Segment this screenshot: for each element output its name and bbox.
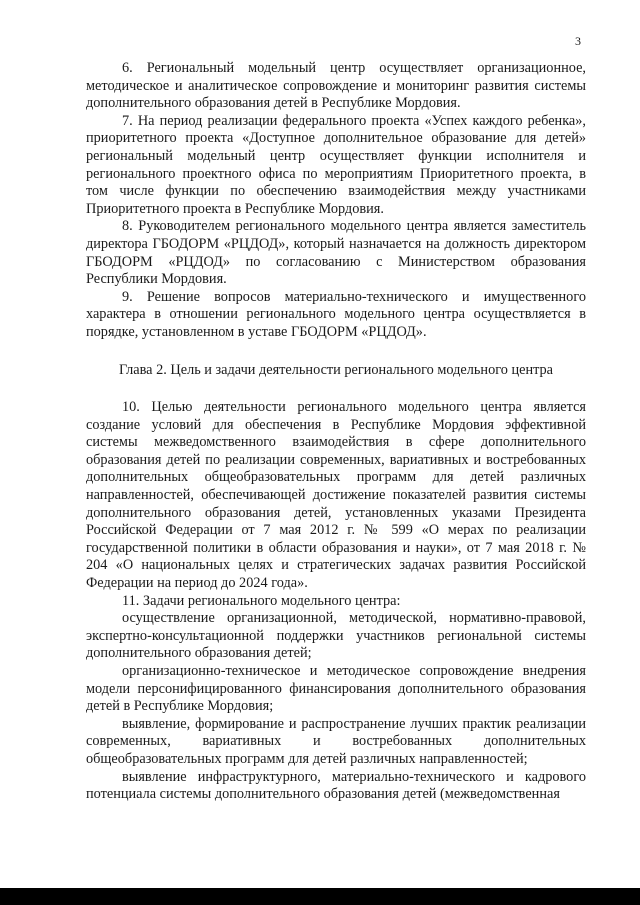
chapter-heading: Глава 2. Цель и задачи деятельности регионального модельного центра [118, 361, 554, 378]
paragraph-7: 7. На период реализации федерального проекта «Успех каждого ребенка», приоритетного проекта «Доступное дополнительное образование для детей» региональный модельный центр осуществляет функции исполнителя и регионального проектного офиса по мероприятиям Приоритетного проекта, в том числе функции по обеспечению взаимодействия между участниками Приоритетного проекта в Республике Мордовия. [86, 112, 586, 217]
paragraph-9: 9. Решение вопросов материально-технического и имущественного характера в отношении регионального модельного центра осуществляется в порядке, установленном в уставе ГБОДОРМ «РЦДОД». [86, 288, 586, 340]
paragraph-6: 6. Региональный модельный центр осуществляет организационное, методическое и аналитическое сопровождение и мониторинг развития системы дополнительного образования детей в Республике Мордовия. [86, 60, 586, 112]
task-item: выявление, формирование и распространение лучших практик реализации современных, вариативных и востребованных дополнительных общеобразовательных программ для детей различных направленностей; [86, 715, 586, 767]
task-item: осуществление организационной, методической, нормативно-правовой, экспертно-консультационной поддержки участников региональной системы дополнительного образования детей; [86, 610, 586, 662]
paragraph-8: 8. Руководителем регионального модельного центра является заместитель директора ГБОДОРМ «РЦДОД», который назначается на должность директором ГБОДОРМ «РЦДОД» по согласованию с Министерством образования Республики Мордовия. [86, 218, 586, 288]
paragraph-10: 10. Целью деятельности регионального модельного центра является создание условий для обеспечения в Республике Мордовия эффективной системы межведомственного взаимодействия в сфере дополнительного образования детей по реализации современных, вариативных и востребованных дополнительных общеобразовательных программ для детей различных направленностей, обеспечивающей достижение показателей развития системы дополнительного образования детей, установленных указами Президента Российской Федерации от 7 мая 2012 г. № 599 «О мерах по реализации государственной политики в области образования и науки», от 7 мая 2018 г. № 204 «О национальных целях и стратегических задачах развития Российской Федерации на период до 2024 года». [86, 399, 586, 592]
scan-border [0, 888, 640, 905]
task-item: организационно-техническое и методическое сопровождение внедрения модели персонифицированного финансирования дополнительного образования детей в Республике Мордовия; [86, 663, 586, 715]
paragraph-11: 11. Задачи регионального модельного центра: [122, 592, 401, 609]
document-body [86, 60, 586, 804]
task-item: выявление инфраструктурного, материально-технического и кадрового потенциала системы дополнительного образования детей (межведомственная [86, 768, 586, 803]
page-number: 3 [575, 34, 581, 48]
